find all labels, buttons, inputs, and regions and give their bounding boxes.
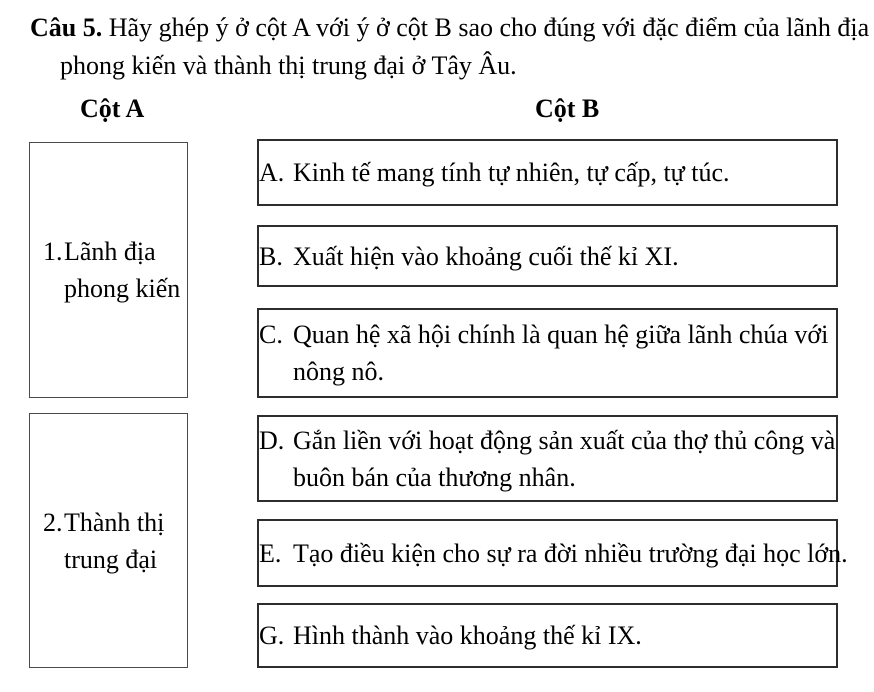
- option-label: B.: [259, 241, 283, 271]
- option-line1: [259, 316, 829, 353]
- column-a-item: [30, 233, 180, 307]
- column-b-box-b: [257, 225, 838, 287]
- item-text-line2: trung đại: [64, 544, 158, 574]
- item-number: 2.: [43, 507, 63, 537]
- option-text-line1: Kinh tế mang tính tự nhiên, tự cấp, tự túc.: [293, 158, 730, 187]
- column-a-box-2: [29, 413, 188, 668]
- option-item: [259, 154, 734, 191]
- column-b-header: Cột B: [535, 94, 600, 123]
- question-text-line1: Hãy ghép ý ở cột A với ý ở cột B sao cho đúng với đặc điểm của lãnh địa: [108, 13, 870, 42]
- question-title-line1: [30, 9, 869, 47]
- question-number: Câu 5.: [30, 13, 103, 42]
- option-text-line1: Tạo điều kiện cho sự ra đời nhiều trường đại học lớn.: [293, 538, 848, 568]
- column-b-box-g: [257, 603, 838, 668]
- column-b-box-d: [257, 415, 838, 502]
- option-label: G.: [259, 621, 285, 650]
- option-item: [259, 238, 683, 275]
- option-text-line1: Gắn liền với hoạt động sản xuất của thợ thủ công và: [293, 425, 836, 455]
- option-label: D.: [259, 425, 285, 455]
- column-b-box-c: [257, 308, 838, 398]
- column-a-item-line1: [43, 233, 180, 270]
- item-number: 1.: [43, 237, 63, 266]
- option-text-line1: Quan hệ xã hội chính là quan hệ giữa lãnh chúa với: [293, 320, 829, 349]
- option-item: [259, 535, 852, 572]
- option-label: E.: [259, 538, 282, 568]
- column-a-box-1: [29, 142, 188, 398]
- column-b-box-a: [257, 139, 838, 206]
- column-a-header: Cột A: [80, 94, 145, 123]
- option-line1: [259, 535, 848, 572]
- column-a-item: [30, 504, 164, 578]
- option-item: [259, 422, 839, 496]
- option-label: C.: [259, 320, 283, 349]
- question-text-line2: phong kiến và thành thị trung đại ở Tây Âu.: [60, 51, 517, 80]
- item-text-line2: phong kiến: [64, 274, 181, 303]
- item-text-line1: Lãnh địa: [64, 237, 156, 266]
- option-text-line1: Xuất hiện vào khoảng cuối thế kỉ XI.: [293, 241, 679, 271]
- item-text-line1: Thành thị: [64, 507, 165, 537]
- option-line1: [259, 238, 679, 275]
- option-text-line1: Hình thành vào khoảng thế kỉ IX.: [293, 621, 642, 650]
- option-line1: [259, 422, 836, 459]
- option-line1: [259, 154, 730, 191]
- option-label: A.: [259, 158, 285, 187]
- option-item: [259, 316, 832, 390]
- column-a-item-line1: [43, 504, 165, 541]
- option-line1: [259, 617, 642, 654]
- option-text-line2: buôn bán của thương nhân.: [293, 462, 576, 492]
- column-b-box-e: [257, 519, 848, 587]
- option-item: [259, 617, 646, 654]
- option-text-line2: nông nô.: [293, 357, 384, 386]
- question-title: [30, 9, 869, 85]
